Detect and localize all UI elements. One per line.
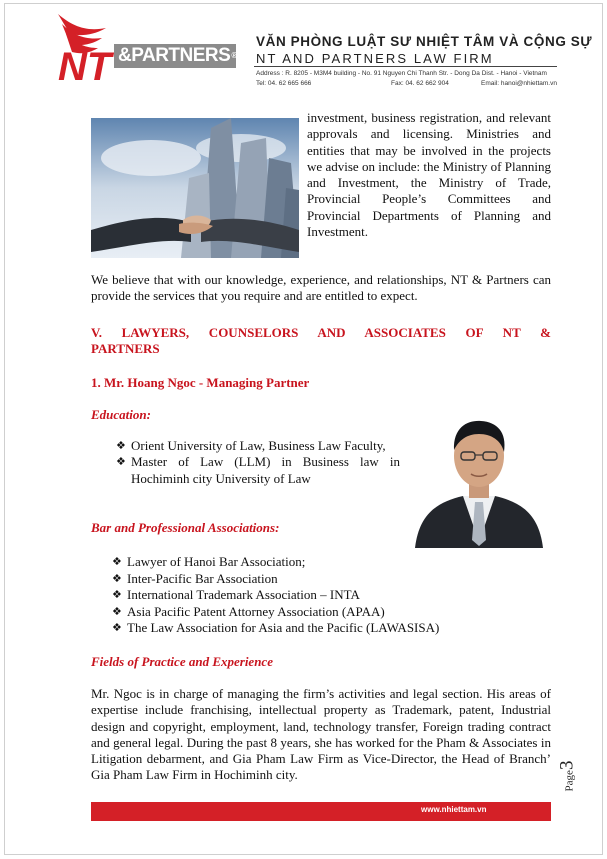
firm-fax: Fax: 04. 62 662 904 (391, 80, 449, 87)
association-item-text: The Law Association for Asia and the Pacific (LAWASISA) (127, 620, 440, 635)
list-item (116, 454, 400, 487)
education-list (116, 438, 400, 487)
diamond-bullet-icon: ❖ (112, 555, 122, 568)
page-label-word: Page (563, 770, 576, 792)
association-item-text: Inter-Pacific Bar Association (127, 570, 278, 586)
list-item (112, 620, 532, 637)
diamond-bullet-icon: ❖ (112, 621, 122, 634)
diamond-bullet-icon: ❖ (116, 439, 126, 452)
lawyer-portrait (407, 410, 550, 548)
person-heading: 1. Mr. Hoang Ngoc - Managing Partner (91, 375, 310, 390)
page-number-value: 3 (556, 760, 578, 771)
logo-nt-text: NT (58, 45, 112, 89)
firm-name-english: NT AND PARTNERS LAW FIRM (256, 51, 494, 66)
logo-wordmark (114, 44, 236, 68)
fields-paragraph: Mr. Ngoc is in charge of managing the firm’s activities and legal section. His areas of expertise include franchising, intellectual property as Trademark, patent, Industrial design and copyright, employment, land, technology transfer, Foreign trading contract and general legal. During the past 8 years, she has worked for the Pham & Associates in Litigation debarment, and Gia Pham Law Firm as Vice-Director, the Head of Branch’ Gia Pham Law Firm in Hochiminh city. (91, 686, 551, 783)
registered-mark: ® (231, 51, 237, 60)
firm-name-vietnamese: VĂN PHÒNG LUẬT SƯ NHIỆT TÂM VÀ CỘNG SỰ (256, 34, 593, 49)
association-item-text: International Trademark Association – INTA (127, 587, 360, 602)
education-heading: Education: (91, 407, 151, 422)
fields-heading: Fields of Practice and Experience (91, 654, 273, 669)
footer-website[interactable]: www.nhiettam.vn (421, 805, 487, 814)
section-heading: V. LAWYERS, COUNSELORS AND ASSOCIATES OF NT & (91, 325, 551, 340)
diamond-bullet-icon: ❖ (112, 604, 122, 618)
firm-tel: Tel: 04. 62 665 666 (256, 80, 312, 87)
association-item-text: Asia Pacific Patent Attorney Association (APAA) (127, 603, 385, 619)
page-number-text (556, 761, 578, 792)
associations-list (112, 554, 532, 637)
list-item (112, 571, 532, 588)
handshake-photo (91, 118, 299, 258)
handshake-illustration (91, 118, 299, 258)
list-item (112, 587, 532, 604)
associations-heading: Bar and Professional Associations: (91, 520, 280, 535)
section-heading-continued: PARTNERS (91, 341, 160, 356)
firm-email: Email: hanoi@nhiettam.vn (481, 80, 557, 87)
page-number (556, 745, 600, 805)
footer-bar (91, 802, 551, 821)
header-divider (254, 66, 557, 67)
diamond-bullet-icon: ❖ (112, 571, 122, 585)
belief-paragraph: We believe that with our knowledge, experience, and relationships, NT & Partners can provide the services that you require and are entitled to expect. (91, 272, 551, 304)
firm-logo (52, 6, 238, 92)
education-item-text: Master of Law (LLM) in Business law in Hochiminh city University of Law (131, 454, 400, 486)
portrait-illustration (407, 410, 550, 548)
education-item-text: Orient University of Law, Business Law Faculty, (131, 438, 386, 453)
association-item-text: Lawyer of Hanoi Bar Association; (127, 554, 306, 569)
list-item (112, 554, 532, 571)
intro-paragraph: investment, business registration, and relevant approvals and licensing. Ministries and entities that may be involved in the projects we advise on include: the Ministry of Planning and Investment, the Ministry of Trade, Provincial People’s Committees and Provincial Departments of Planning and Investment. (307, 110, 551, 240)
list-item (112, 604, 532, 621)
firm-address: Address : R. 8205 - M3M4 building - No. 91 Nguyen Chi Thanh Str. - Dong Da Dist. - Hanoi - Vietnam (256, 70, 547, 77)
diamond-bullet-icon: ❖ (112, 588, 122, 601)
list-item (116, 438, 400, 454)
diamond-bullet-icon: ❖ (116, 455, 126, 469)
logo-word-text: &PARTNERS (118, 45, 231, 66)
